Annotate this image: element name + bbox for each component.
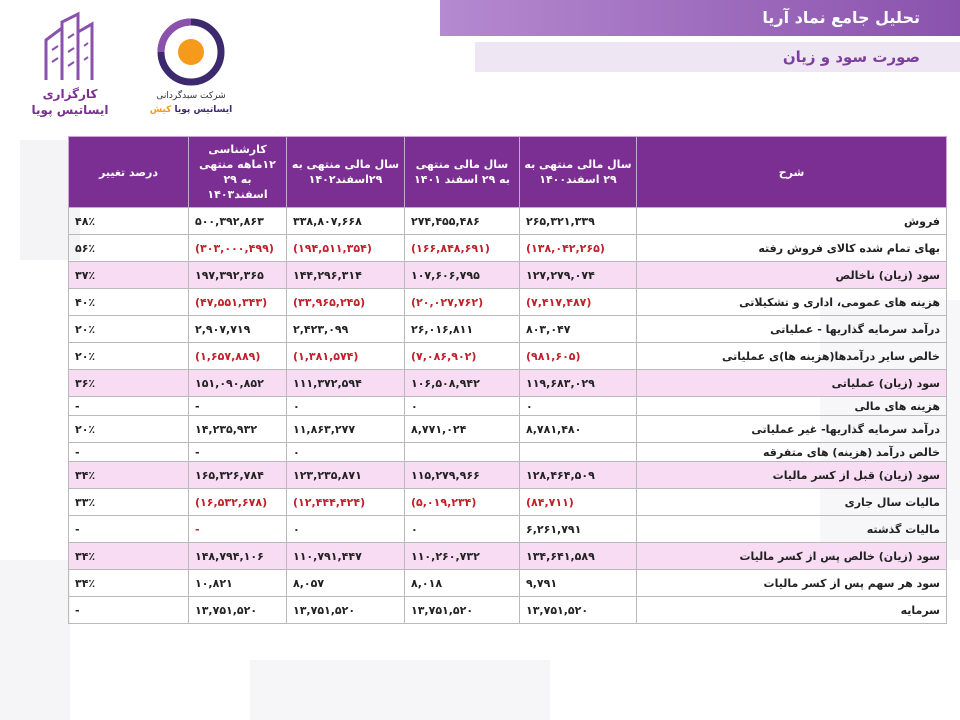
value-fy1401: ۰ <box>405 516 520 543</box>
row-label: درآمد سرمایه گذاریها - عملیاتی <box>637 316 947 343</box>
value-forecast-1403: (۴۷,۵۵۱,۳۴۳) <box>189 289 287 316</box>
change-percent: ۳۷٪ <box>69 262 189 289</box>
portfolio-logo-line1: شرکت سبدگردانی <box>156 91 226 101</box>
value-forecast-1403: (۱۶,۵۳۲,۶۷۸) <box>189 489 287 516</box>
value-fy1400: (۱۳۸,۰۴۲,۲۶۵) <box>520 235 637 262</box>
row-label: سود (زیان) عملیاتی <box>637 370 947 397</box>
value-fy1402: (۳۳,۹۶۵,۲۴۵) <box>287 289 405 316</box>
value-fy1401: ۰ <box>405 397 520 416</box>
brokerage-logo-line1: کارگزاری <box>42 87 98 101</box>
value-fy1401: ۲۷۴,۴۵۵,۴۸۶ <box>405 208 520 235</box>
row-label: بهای تمام شده کالای فروش رفته <box>637 235 947 262</box>
table-header-row <box>69 137 947 208</box>
value-fy1400: (۸۴,۷۱۱) <box>520 489 637 516</box>
row-label: خالص درآمد (هزینه) های متفرقه <box>637 443 947 462</box>
value-fy1402: (۱۹۴,۵۱۱,۳۵۴) <box>287 235 405 262</box>
table-row <box>69 316 947 343</box>
row-label: هزینه های عمومی، اداری و تشکیلاتی <box>637 289 947 316</box>
page-subtitle: صورت سود و زیان <box>475 42 960 72</box>
value-forecast-1403: ۱۴۸,۷۹۴,۱۰۶ <box>189 543 287 570</box>
change-percent: ۴۸٪ <box>69 208 189 235</box>
value-fy1402: ۸,۰۵۷ <box>287 570 405 597</box>
change-percent: ۳۶٪ <box>69 370 189 397</box>
value-fy1400: ۶,۲۶۱,۷۹۱ <box>520 516 637 543</box>
value-forecast-1403: - <box>189 397 287 416</box>
value-fy1400: ۱۳,۷۵۱,۵۲۰ <box>520 597 637 624</box>
page-title: تحلیل جامع نماد آریا <box>440 0 960 36</box>
value-forecast-1403: (۳۰۳,۰۰۰,۴۹۹) <box>189 235 287 262</box>
value-fy1401: ۸,۰۱۸ <box>405 570 520 597</box>
value-fy1401: ۱۱۰,۲۶۰,۷۳۲ <box>405 543 520 570</box>
column-header-fy1401: سال مالی منتهی به ۲۹ اسفند ۱۴۰۱ <box>405 137 520 208</box>
row-label: درآمد سرمایه گذاریها- غیر عملیاتی <box>637 416 947 443</box>
portfolio-logo-line2: ایساتیس پویا <box>174 105 233 115</box>
table-row <box>69 597 947 624</box>
value-fy1401 <box>405 443 520 462</box>
value-fy1400: (۹۸۱,۶۰۵) <box>520 343 637 370</box>
row-label: هزینه های مالی <box>637 397 947 416</box>
value-forecast-1403: - <box>189 443 287 462</box>
value-forecast-1403: ۱۳,۷۵۱,۵۲۰ <box>189 597 287 624</box>
value-fy1400: ۱۲۸,۴۶۴,۵۰۹ <box>520 462 637 489</box>
income-statement-table <box>68 136 947 624</box>
column-header-change-percent: درصد تغییر <box>69 137 189 208</box>
change-percent: ۵۶٪ <box>69 235 189 262</box>
table-row <box>69 370 947 397</box>
change-percent: - <box>69 443 189 462</box>
value-fy1401: (۱۶۶,۸۴۸,۶۹۱) <box>405 235 520 262</box>
value-forecast-1403: (۱,۶۵۷,۸۸۹) <box>189 343 287 370</box>
change-percent: - <box>69 516 189 543</box>
brokerage-logo <box>14 10 126 122</box>
change-percent: ۲۰٪ <box>69 316 189 343</box>
table-row <box>69 489 947 516</box>
value-forecast-1403: ۱۴,۲۳۵,۹۳۲ <box>189 416 287 443</box>
value-fy1401: ۸,۷۷۱,۰۲۴ <box>405 416 520 443</box>
value-fy1400: ۰ <box>520 397 637 416</box>
value-fy1402: ۱۳,۷۵۱,۵۲۰ <box>287 597 405 624</box>
row-label: خالص سایر درآمدها(هزینه ها)ی عملیاتی <box>637 343 947 370</box>
value-fy1402: ۱۲۳,۲۳۵,۸۷۱ <box>287 462 405 489</box>
change-percent: - <box>69 597 189 624</box>
row-label: مالیات گذشته <box>637 516 947 543</box>
value-fy1402: ۰ <box>287 397 405 416</box>
value-fy1402: ۳۳۸,۸۰۷,۶۶۸ <box>287 208 405 235</box>
portfolio-logo-accent: کیش <box>149 105 172 115</box>
table-row <box>69 516 947 543</box>
value-forecast-1403: - <box>189 516 287 543</box>
brokerage-logo-line2: ایساتیس پویا <box>31 103 109 117</box>
table-row <box>69 397 947 416</box>
table-row <box>69 289 947 316</box>
row-label: سود (زیان) قبل از کسر مالیات <box>637 462 947 489</box>
table-row <box>69 443 947 462</box>
change-percent: ۲۰٪ <box>69 343 189 370</box>
value-fy1402: ۱۴۴,۲۹۶,۳۱۴ <box>287 262 405 289</box>
value-fy1400: ۸۰۳,۰۴۷ <box>520 316 637 343</box>
change-percent: ۳۴٪ <box>69 543 189 570</box>
value-fy1400: ۸,۷۸۱,۴۸۰ <box>520 416 637 443</box>
value-forecast-1403: ۱۰,۸۲۱ <box>189 570 287 597</box>
column-header-fy1402: سال مالی منتهی به ۲۹اسفند۱۴۰۲ <box>287 137 405 208</box>
column-header-forecast-1403: کارشناسی ۱۲ماهه منتهی به ۲۹ اسفند۱۴۰۳ <box>189 137 287 208</box>
value-fy1400 <box>520 443 637 462</box>
value-fy1402: ۰ <box>287 443 405 462</box>
value-fy1400: ۲۶۵,۳۲۱,۳۳۹ <box>520 208 637 235</box>
column-header-description: شرح <box>637 137 947 208</box>
row-label: سود هر سهم پس از کسر مالیات <box>637 570 947 597</box>
change-percent: - <box>69 397 189 416</box>
row-label: مالیات سال جاری <box>637 489 947 516</box>
change-percent: ۳۴٪ <box>69 462 189 489</box>
value-forecast-1403: ۵۰۰,۳۹۲,۸۶۳ <box>189 208 287 235</box>
value-fy1401: ۱۳,۷۵۱,۵۲۰ <box>405 597 520 624</box>
change-percent: ۳۳٪ <box>69 489 189 516</box>
change-percent: ۲۰٪ <box>69 416 189 443</box>
value-fy1401: (۵,۰۱۹,۲۳۴) <box>405 489 520 516</box>
table-row <box>69 262 947 289</box>
change-percent: ۳۴٪ <box>69 570 189 597</box>
value-fy1400: ۹,۷۹۱ <box>520 570 637 597</box>
value-forecast-1403: ۲,۹۰۷,۷۱۹ <box>189 316 287 343</box>
value-fy1402: (۱۲,۴۴۴,۴۲۴) <box>287 489 405 516</box>
table-row <box>69 462 947 489</box>
table-row <box>69 208 947 235</box>
value-fy1401: ۱۱۵,۲۷۹,۹۶۶ <box>405 462 520 489</box>
value-fy1400: ۱۳۴,۶۴۱,۵۸۹ <box>520 543 637 570</box>
value-fy1402: (۱,۳۸۱,۵۷۴) <box>287 343 405 370</box>
value-forecast-1403: ۱۵۱,۰۹۰,۸۵۲ <box>189 370 287 397</box>
table-row <box>69 235 947 262</box>
value-fy1402: ۱۱۰,۷۹۱,۴۴۷ <box>287 543 405 570</box>
row-label: سود (زیان) خالص پس از کسر مالیات <box>637 543 947 570</box>
value-fy1400: (۷,۴۱۷,۴۸۷) <box>520 289 637 316</box>
row-label: فروش <box>637 208 947 235</box>
value-fy1400: ۱۱۹,۶۸۳,۰۲۹ <box>520 370 637 397</box>
value-fy1402: ۱۱,۸۶۳,۲۷۷ <box>287 416 405 443</box>
table-row <box>69 343 947 370</box>
value-fy1401: ۱۰۷,۶۰۶,۷۹۵ <box>405 262 520 289</box>
value-forecast-1403: ۱۹۷,۳۹۲,۳۶۵ <box>189 262 287 289</box>
value-fy1402: ۱۱۱,۳۷۲,۵۹۴ <box>287 370 405 397</box>
table-row <box>69 570 947 597</box>
value-fy1402: ۰ <box>287 516 405 543</box>
value-fy1401: (۲۰,۰۲۷,۷۶۲) <box>405 289 520 316</box>
column-header-fy1400: سال مالی منتهی به ۲۹ اسفند۱۴۰۰ <box>520 137 637 208</box>
svg-text:ایساتیس پویا کیش <box>150 105 232 115</box>
row-label: سود (زیان) ناخالص <box>637 262 947 289</box>
value-fy1401: (۷,۰۸۶,۹۰۲) <box>405 343 520 370</box>
change-percent: ۴۰٪ <box>69 289 189 316</box>
table-row <box>69 543 947 570</box>
row-label: سرمایه <box>637 597 947 624</box>
value-forecast-1403: ۱۶۵,۳۲۶,۷۸۴ <box>189 462 287 489</box>
value-fy1401: ۱۰۶,۵۰۸,۹۴۲ <box>405 370 520 397</box>
value-fy1402: ۲,۴۲۳,۰۹۹ <box>287 316 405 343</box>
value-fy1401: ۲۶,۰۱۶,۸۱۱ <box>405 316 520 343</box>
value-fy1400: ۱۲۷,۲۷۹,۰۷۴ <box>520 262 637 289</box>
portfolio-logo <box>138 8 244 120</box>
table-row <box>69 416 947 443</box>
